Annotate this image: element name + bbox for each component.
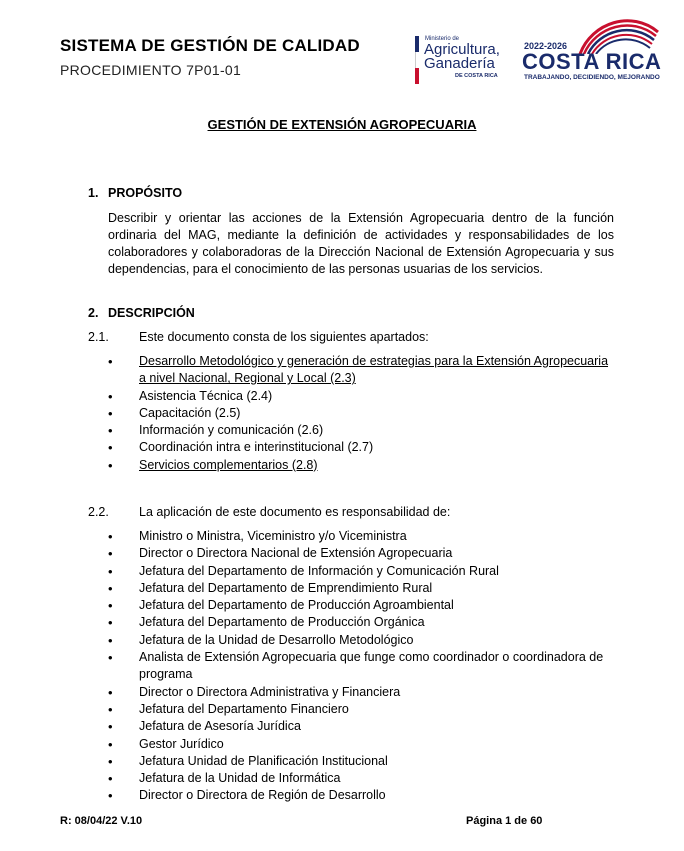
mag-logo xyxy=(415,36,515,84)
section-title: DESCRIPCIÓN xyxy=(108,306,195,320)
section-1-heading xyxy=(88,186,182,200)
responsibles-list xyxy=(106,528,616,805)
mag-logo-line3: DE COSTA RICA xyxy=(455,73,498,79)
list-item: • Director o Directora de Región de Desarrollo xyxy=(106,787,616,804)
list-item: • Gestor Jurídico xyxy=(106,736,616,753)
section-2-heading xyxy=(88,306,195,320)
section-number: 2. xyxy=(88,306,99,320)
purpose-paragraph: Describir y orientar las acciones de la Extensión Agropecuaria dentro de la función ordinaria del MAG, mediante la definición de actividades y responsabilidades de los colaboradores y colaboradoras de la Dirección Nacional de Extensión Agropecuaria y sus dependencias, para el conocimiento de las personas usuarias de los servicios. xyxy=(108,211,614,276)
list-item: • Coordinación intra e interinstitucional (2.7) xyxy=(106,439,616,456)
subsection-2-2 xyxy=(88,505,450,519)
procedure-code: PROCEDIMIENTO 7P01-01 xyxy=(60,62,242,78)
list-item: • Jefatura del Departamento de Producción Orgánica xyxy=(106,614,616,631)
list-item: • Analista de Extensión Agropecuaria que funge como coordinador o coordinadora de programa xyxy=(106,649,616,684)
subsection-2-1 xyxy=(88,330,429,344)
list-item: • Asistencia Técnica (2.4) xyxy=(106,388,616,405)
list-item: • Jefatura del Departamento Financiero xyxy=(106,701,616,718)
flag-bar-icon xyxy=(415,36,419,84)
revision-label: R: 08/04/22 V.10 xyxy=(60,815,143,827)
costa-rica-logo xyxy=(522,14,662,84)
list-item: • Ministro o Ministra, Viceministro y/o Viceministra xyxy=(106,528,616,545)
list-item: • Jefatura del Departamento de Información y Comunicación Rural xyxy=(106,563,616,580)
mag-logo-line1: Agricultura, xyxy=(424,41,500,58)
cr-logo-name: COSTA RICA xyxy=(522,49,662,74)
list-item: • Jefatura del Departamento de Producción Agroambiental xyxy=(106,597,616,614)
subsection-text: Este documento consta de los siguientes apartados: xyxy=(139,330,429,344)
section-title: PROPÓSITO xyxy=(108,186,183,200)
mag-logo-small: Ministerio de xyxy=(425,36,460,42)
list-item: • Jefatura de la Unidad de Desarrollo Metodológico xyxy=(106,632,616,649)
mag-logo-line2: Ganadería xyxy=(424,55,495,72)
sections-list xyxy=(106,353,616,474)
subsection-number: 2.1. xyxy=(88,330,109,344)
list-item: • Director o Directora Nacional de Extensión Agropecuaria xyxy=(106,545,616,562)
subsection-text: La aplicación de este documento es responsabilidad de: xyxy=(139,505,451,519)
list-item: • Director o Directora Administrativa y Financiera xyxy=(106,684,616,701)
list-item: • Jefatura Unidad de Planificación Institucional xyxy=(106,753,616,770)
list-item: • Jefatura del Departamento de Emprendimiento Rural xyxy=(106,580,616,597)
section-number: 1. xyxy=(88,186,99,200)
list-item: • Jefatura de la Unidad de Informática xyxy=(106,770,616,787)
list-item: • Jefatura de Asesoría Jurídica xyxy=(106,718,616,735)
list-item-link[interactable]: • Servicios complementarios (2.8) xyxy=(106,457,616,474)
list-item: • Capacitación (2.5) xyxy=(106,405,616,422)
list-item-link[interactable]: • Desarrollo Metodológico y generación de estrategias para la Extensión Agropecuaria a nivel Nacional, Regional y Local (2.3) xyxy=(106,353,616,388)
subsection-number: 2.2. xyxy=(88,505,109,519)
page-number: Página 1 de 60 xyxy=(466,815,543,827)
cr-logo-years: 2022-2026 xyxy=(524,41,568,51)
system-title: SISTEMA DE GESTIÓN DE CALIDAD xyxy=(60,36,360,55)
document-title: GESTIÓN DE EXTENSIÓN AGROPECUARIA xyxy=(207,117,477,132)
list-item: • Información y comunicación (2.6) xyxy=(106,422,616,439)
cr-logo-motto: TRABAJANDO, DECIDIENDO, MEJORANDO xyxy=(524,74,660,81)
